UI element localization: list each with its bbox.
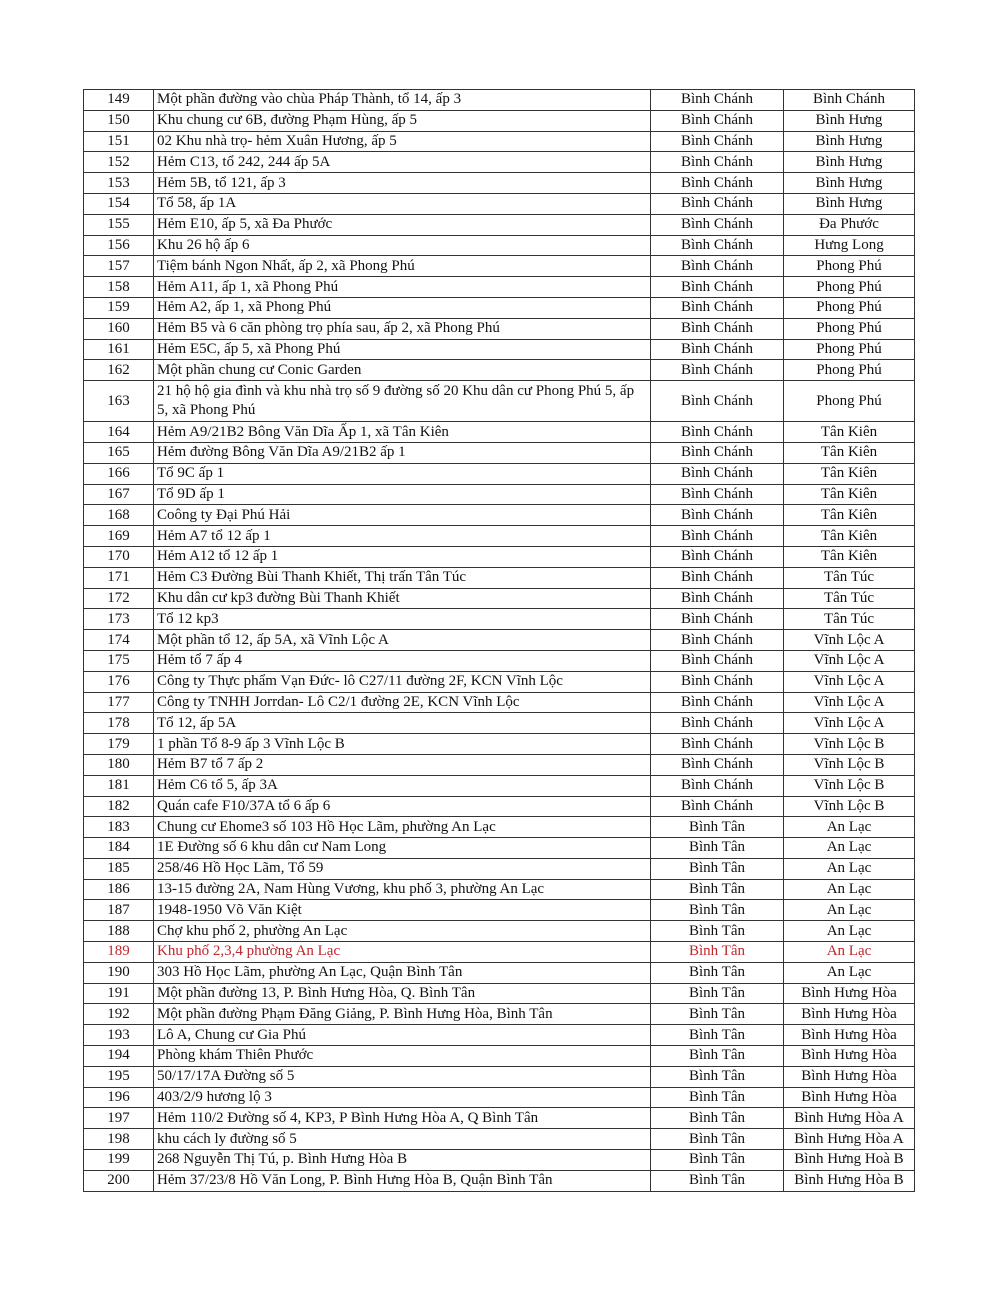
row-number: 184	[84, 838, 154, 859]
district-cell: Bình Chánh	[651, 297, 784, 318]
row-number: 185	[84, 858, 154, 879]
row-number: 196	[84, 1087, 154, 1108]
row-number: 175	[84, 650, 154, 671]
location-cell: 1 phần Tổ 8-9 ấp 3 Vĩnh Lộc B	[154, 734, 651, 755]
table-row	[84, 381, 915, 422]
ward-cell: Bình Hưng	[784, 193, 915, 214]
table-row	[84, 152, 915, 173]
row-number: 157	[84, 256, 154, 277]
row-number: 158	[84, 277, 154, 298]
ward-cell: Tân Kiên	[784, 442, 915, 463]
table-body	[84, 90, 915, 1192]
location-cell: 268 Nguyễn Thị Tú, p. Bình Hưng Hòa B	[154, 1150, 651, 1171]
location-cell: Khu 26 hộ ấp 6	[154, 235, 651, 256]
row-number: 189	[84, 942, 154, 963]
table-row	[84, 505, 915, 526]
district-cell: Bình Tân	[651, 838, 784, 859]
location-cell: Coông ty Đại Phú Hải	[154, 505, 651, 526]
table-row	[84, 650, 915, 671]
district-cell: Bình Chánh	[651, 650, 784, 671]
ward-cell: Bình Hưng Hòa A	[784, 1129, 915, 1150]
ward-cell: Tân Kiên	[784, 546, 915, 567]
district-cell: Bình Chánh	[651, 734, 784, 755]
district-cell: Bình Chánh	[651, 588, 784, 609]
row-number: 190	[84, 962, 154, 983]
ward-cell: Bình Hưng	[784, 110, 915, 131]
row-number: 195	[84, 1066, 154, 1087]
table-row	[84, 754, 915, 775]
location-cell: 13-15 đường 2A, Nam Hùng Vương, khu phố 3, phường An Lạc	[154, 879, 651, 900]
table-row	[84, 1129, 915, 1150]
table-row	[84, 193, 915, 214]
row-number: 152	[84, 152, 154, 173]
district-cell: Bình Chánh	[651, 173, 784, 194]
district-cell: Bình Tân	[651, 858, 784, 879]
district-cell: Bình Tân	[651, 1150, 784, 1171]
district-cell: Bình Chánh	[651, 90, 784, 111]
ward-cell: Bình Hưng Hòa	[784, 1046, 915, 1067]
row-number: 151	[84, 131, 154, 152]
district-cell: Bình Chánh	[651, 775, 784, 796]
district-cell: Bình Tân	[651, 1025, 784, 1046]
table-row	[84, 1087, 915, 1108]
ward-cell: An Lạc	[784, 921, 915, 942]
location-cell: Hẻm B7 tổ 7 ấp 2	[154, 754, 651, 775]
ward-cell: Tân Kiên	[784, 526, 915, 547]
district-cell: Bình Chánh	[651, 796, 784, 817]
ward-cell: Bình Chánh	[784, 90, 915, 111]
district-cell: Bình Chánh	[651, 713, 784, 734]
location-cell: Tổ 9D ấp 1	[154, 484, 651, 505]
ward-cell: Tân Túc	[784, 567, 915, 588]
location-cell: Hẻm C3 Đường Bùi Thanh Khiết, Thị trấn Tân Túc	[154, 567, 651, 588]
ward-cell: An Lạc	[784, 900, 915, 921]
table-row	[84, 588, 915, 609]
district-cell: Bình Chánh	[651, 422, 784, 443]
row-number: 192	[84, 1004, 154, 1025]
ward-cell: Bình Hưng	[784, 152, 915, 173]
table-row	[84, 256, 915, 277]
district-cell: Bình Chánh	[651, 442, 784, 463]
row-number: 150	[84, 110, 154, 131]
location-cell: Hẻm A2, ấp 1, xã Phong Phú	[154, 297, 651, 318]
location-cell: Một phần tổ 12, ấp 5A, xã Vĩnh Lộc A	[154, 630, 651, 651]
row-number: 199	[84, 1150, 154, 1171]
district-cell: Bình Chánh	[651, 318, 784, 339]
table-row	[84, 1108, 915, 1129]
row-number: 165	[84, 442, 154, 463]
table-row	[84, 463, 915, 484]
location-cell: 303 Hồ Học Lãm, phường An Lạc, Quận Bình Tân	[154, 962, 651, 983]
location-cell: Hẻm E5C, ấp 5, xã Phong Phú	[154, 339, 651, 360]
ward-cell: Phong Phú	[784, 256, 915, 277]
district-cell: Bình Tân	[651, 1066, 784, 1087]
district-cell: Bình Tân	[651, 942, 784, 963]
district-cell: Bình Chánh	[651, 381, 784, 422]
location-cell: 1948-1950 Võ Văn Kiệt	[154, 900, 651, 921]
ward-cell: Vĩnh Lộc A	[784, 692, 915, 713]
table-row	[84, 297, 915, 318]
location-cell: Khu phố 2,3,4 phường An Lạc	[154, 942, 651, 963]
location-cell: Một phần đường vào chùa Pháp Thành, tổ 14, ấp 3	[154, 90, 651, 111]
location-cell: Quán cafe F10/37A tổ 6 ấp 6	[154, 796, 651, 817]
district-cell: Bình Chánh	[651, 567, 784, 588]
row-number: 156	[84, 235, 154, 256]
location-cell: Tổ 9C ấp 1	[154, 463, 651, 484]
table-row	[84, 360, 915, 381]
district-cell: Bình Tân	[651, 900, 784, 921]
location-cell: Một phần đường Phạm Đăng Giảng, P. Bình Hưng Hòa, Bình Tân	[154, 1004, 651, 1025]
location-cell: Tổ 12 kp3	[154, 609, 651, 630]
district-cell: Bình Chánh	[651, 360, 784, 381]
table-row	[84, 1066, 915, 1087]
table-row	[84, 526, 915, 547]
ward-cell: Vĩnh Lộc B	[784, 734, 915, 755]
ward-cell: Vĩnh Lộc A	[784, 650, 915, 671]
table-row	[84, 900, 915, 921]
table-row	[84, 609, 915, 630]
table-row	[84, 983, 915, 1004]
table-row	[84, 671, 915, 692]
table-row	[84, 817, 915, 838]
ward-cell: Bình Hưng Hoà B	[784, 1150, 915, 1171]
row-number: 155	[84, 214, 154, 235]
location-cell: khu cách ly đường số 5	[154, 1129, 651, 1150]
row-number: 187	[84, 900, 154, 921]
ward-cell: Bình Hưng Hòa B	[784, 1170, 915, 1191]
table-row	[84, 546, 915, 567]
ward-cell: Phong Phú	[784, 277, 915, 298]
table-row	[84, 630, 915, 651]
table-row	[84, 796, 915, 817]
district-cell: Bình Chánh	[651, 152, 784, 173]
row-number: 161	[84, 339, 154, 360]
ward-cell: Bình Hưng Hòa	[784, 1025, 915, 1046]
district-cell: Bình Chánh	[651, 235, 784, 256]
row-number: 191	[84, 983, 154, 1004]
location-cell: Tổ 12, ấp 5A	[154, 713, 651, 734]
location-cell: Hẻm đường Bông Văn Dĩa A9/21B2 ấp 1	[154, 442, 651, 463]
district-cell: Bình Chánh	[651, 193, 784, 214]
ward-cell: Vĩnh Lộc B	[784, 775, 915, 796]
table-row	[84, 131, 915, 152]
row-number: 170	[84, 546, 154, 567]
row-number: 177	[84, 692, 154, 713]
ward-cell: Bình Hưng	[784, 173, 915, 194]
district-cell: Bình Tân	[651, 1170, 784, 1191]
row-number: 167	[84, 484, 154, 505]
location-cell: Hẻm 110/2 Đường số 4, KP3, P Bình Hưng Hòa A, Q Bình Tân	[154, 1108, 651, 1129]
row-number: 153	[84, 173, 154, 194]
lockdown-locations-table	[83, 89, 915, 1192]
ward-cell: An Lạc	[784, 838, 915, 859]
table-row	[84, 713, 915, 734]
ward-cell: Đa Phước	[784, 214, 915, 235]
location-cell: Tiệm bánh Ngon Nhất, ấp 2, xã Phong Phú	[154, 256, 651, 277]
ward-cell: Vĩnh Lộc B	[784, 796, 915, 817]
location-cell: Hẻm C6 tổ 5, ấp 3A	[154, 775, 651, 796]
location-cell: Hẻm 37/23/8 Hồ Văn Long, P. Bình Hưng Hòa B, Quận Bình Tân	[154, 1170, 651, 1191]
ward-cell: Vĩnh Lộc A	[784, 630, 915, 651]
row-number: 198	[84, 1129, 154, 1150]
row-number: 186	[84, 879, 154, 900]
district-cell: Bình Chánh	[651, 609, 784, 630]
ward-cell: An Lạc	[784, 962, 915, 983]
ward-cell: An Lạc	[784, 879, 915, 900]
row-number: 178	[84, 713, 154, 734]
row-number: 193	[84, 1025, 154, 1046]
table-row	[84, 1170, 915, 1191]
district-cell: Bình Tân	[651, 879, 784, 900]
row-number: 197	[84, 1108, 154, 1129]
ward-cell: Tân Kiên	[784, 463, 915, 484]
location-cell: 1E Đường số 6 khu dân cư Nam Long	[154, 838, 651, 859]
row-number: 194	[84, 1046, 154, 1067]
district-cell: Bình Chánh	[651, 692, 784, 713]
location-cell: 02 Khu nhà trọ- hẻm Xuân Hương, ấp 5	[154, 131, 651, 152]
district-cell: Bình Chánh	[651, 463, 784, 484]
ward-cell: Vĩnh Lộc B	[784, 754, 915, 775]
table-row	[84, 1004, 915, 1025]
location-cell: Hẻm tổ 7 ấp 4	[154, 650, 651, 671]
table-row	[84, 838, 915, 859]
ward-cell: Vĩnh Lộc A	[784, 671, 915, 692]
table-row	[84, 1046, 915, 1067]
ward-cell: Bình Hưng Hòa	[784, 1087, 915, 1108]
row-number: 181	[84, 775, 154, 796]
district-cell: Bình Chánh	[651, 546, 784, 567]
table-row	[84, 1150, 915, 1171]
table-row	[84, 942, 915, 963]
ward-cell: Tân Kiên	[784, 484, 915, 505]
ward-cell: An Lạc	[784, 942, 915, 963]
location-cell: Công ty Thực phẩm Vạn Đức- lô C27/11 đường 2F, KCN Vĩnh Lộc	[154, 671, 651, 692]
location-cell: Một phần đường 13, P. Bình Hưng Hòa, Q. Bình Tân	[154, 983, 651, 1004]
district-cell: Bình Chánh	[651, 526, 784, 547]
row-number: 182	[84, 796, 154, 817]
table-row	[84, 1025, 915, 1046]
table-row	[84, 90, 915, 111]
ward-cell: Bình Hưng Hòa	[784, 983, 915, 1004]
row-number: 176	[84, 671, 154, 692]
table-row	[84, 173, 915, 194]
row-number: 160	[84, 318, 154, 339]
ward-cell: Tân Túc	[784, 609, 915, 630]
district-cell: Bình Tân	[651, 1108, 784, 1129]
district-cell: Bình Chánh	[651, 754, 784, 775]
table-row	[84, 110, 915, 131]
row-number: 183	[84, 817, 154, 838]
ward-cell: Phong Phú	[784, 297, 915, 318]
location-cell: Công ty TNHH Jorrdan- Lô C2/1 đường 2E, KCN Vĩnh Lộc	[154, 692, 651, 713]
district-cell: Bình Tân	[651, 1129, 784, 1150]
row-number: 164	[84, 422, 154, 443]
row-number: 149	[84, 90, 154, 111]
ward-cell: Hưng Long	[784, 235, 915, 256]
district-cell: Bình Chánh	[651, 484, 784, 505]
row-number: 169	[84, 526, 154, 547]
location-cell: Chung cư Ehome3 số 103 Hồ Học Lãm, phường An Lạc	[154, 817, 651, 838]
district-cell: Bình Chánh	[651, 339, 784, 360]
row-number: 171	[84, 567, 154, 588]
table-row	[84, 775, 915, 796]
table-row	[84, 339, 915, 360]
row-number: 154	[84, 193, 154, 214]
row-number: 174	[84, 630, 154, 651]
row-number: 159	[84, 297, 154, 318]
ward-cell: Phong Phú	[784, 360, 915, 381]
ward-cell: Bình Hưng Hòa	[784, 1066, 915, 1087]
ward-cell: Bình Hưng	[784, 131, 915, 152]
ward-cell: Tân Kiên	[784, 422, 915, 443]
ward-cell: Vĩnh Lộc A	[784, 713, 915, 734]
district-cell: Bình Chánh	[651, 671, 784, 692]
location-cell: 21 hộ hộ gia đình và khu nhà trọ số 9 đường số 20 Khu dân cư Phong Phú 5, ấp 5, xã Phong Phú	[154, 381, 651, 422]
location-cell: Hẻm A11, ấp 1, xã Phong Phú	[154, 277, 651, 298]
table-row	[84, 921, 915, 942]
table-row	[84, 442, 915, 463]
location-cell: Hẻm E10, ấp 5, xã Đa Phước	[154, 214, 651, 235]
district-cell: Bình Chánh	[651, 277, 784, 298]
row-number: 172	[84, 588, 154, 609]
location-cell: Hẻm A9/21B2 Bông Văn Dĩa Ấp 1, xã Tân Kiên	[154, 422, 651, 443]
district-cell: Bình Tân	[651, 962, 784, 983]
row-number: 200	[84, 1170, 154, 1191]
ward-cell: Phong Phú	[784, 381, 915, 422]
row-number: 166	[84, 463, 154, 484]
district-cell: Bình Tân	[651, 1046, 784, 1067]
table-row	[84, 318, 915, 339]
table-row	[84, 734, 915, 755]
table-row	[84, 422, 915, 443]
district-cell: Bình Tân	[651, 1087, 784, 1108]
district-cell: Bình Tân	[651, 983, 784, 1004]
ward-cell: Tân Túc	[784, 588, 915, 609]
table-row	[84, 858, 915, 879]
location-cell: Khu chung cư 6B, đường Phạm Hùng, ấp 5	[154, 110, 651, 131]
row-number: 168	[84, 505, 154, 526]
location-cell: Phòng khám Thiên Phước	[154, 1046, 651, 1067]
location-cell: Một phần chung cư Conic Garden	[154, 360, 651, 381]
ward-cell: Phong Phú	[784, 318, 915, 339]
district-cell: Bình Tân	[651, 817, 784, 838]
location-cell: Hẻm A7 tổ 12 ấp 1	[154, 526, 651, 547]
table-row	[84, 567, 915, 588]
location-cell: 50/17/17A Đường số 5	[154, 1066, 651, 1087]
table-row	[84, 277, 915, 298]
location-cell: 258/46 Hồ Học Lãm, Tổ 59	[154, 858, 651, 879]
table-row	[84, 692, 915, 713]
district-cell: Bình Chánh	[651, 630, 784, 651]
table-row	[84, 962, 915, 983]
location-cell: Hẻm 5B, tổ 121, ấp 3	[154, 173, 651, 194]
row-number: 188	[84, 921, 154, 942]
ward-cell: Bình Hưng Hòa	[784, 1004, 915, 1025]
table-row	[84, 235, 915, 256]
location-cell: 403/2/9 hương lộ 3	[154, 1087, 651, 1108]
table-row	[84, 484, 915, 505]
ward-cell: An Lạc	[784, 858, 915, 879]
district-cell: Bình Chánh	[651, 256, 784, 277]
location-cell: Chợ khu phố 2, phường An Lạc	[154, 921, 651, 942]
row-number: 173	[84, 609, 154, 630]
ward-cell: Bình Hưng Hòa A	[784, 1108, 915, 1129]
ward-cell: Tân Kiên	[784, 505, 915, 526]
table-row	[84, 879, 915, 900]
district-cell: Bình Chánh	[651, 214, 784, 235]
row-number: 180	[84, 754, 154, 775]
location-cell: Lô A, Chung cư Gia Phú	[154, 1025, 651, 1046]
row-number: 162	[84, 360, 154, 381]
ward-cell: Phong Phú	[784, 339, 915, 360]
table-row	[84, 214, 915, 235]
location-cell: Hẻm C13, tổ 242, 244 ấp 5A	[154, 152, 651, 173]
district-cell: Bình Chánh	[651, 110, 784, 131]
row-number: 163	[84, 381, 154, 422]
district-cell: Bình Tân	[651, 921, 784, 942]
location-cell: Hẻm A12 tổ 12 ấp 1	[154, 546, 651, 567]
location-cell: Tổ 58, ấp 1A	[154, 193, 651, 214]
district-cell: Bình Tân	[651, 1004, 784, 1025]
row-number: 179	[84, 734, 154, 755]
district-cell: Bình Chánh	[651, 505, 784, 526]
district-cell: Bình Chánh	[651, 131, 784, 152]
ward-cell: An Lạc	[784, 817, 915, 838]
location-cell: Khu dân cư kp3 đường Bùi Thanh Khiết	[154, 588, 651, 609]
location-cell: Hẻm B5 và 6 căn phòng trọ phía sau, ấp 2, xã Phong Phú	[154, 318, 651, 339]
